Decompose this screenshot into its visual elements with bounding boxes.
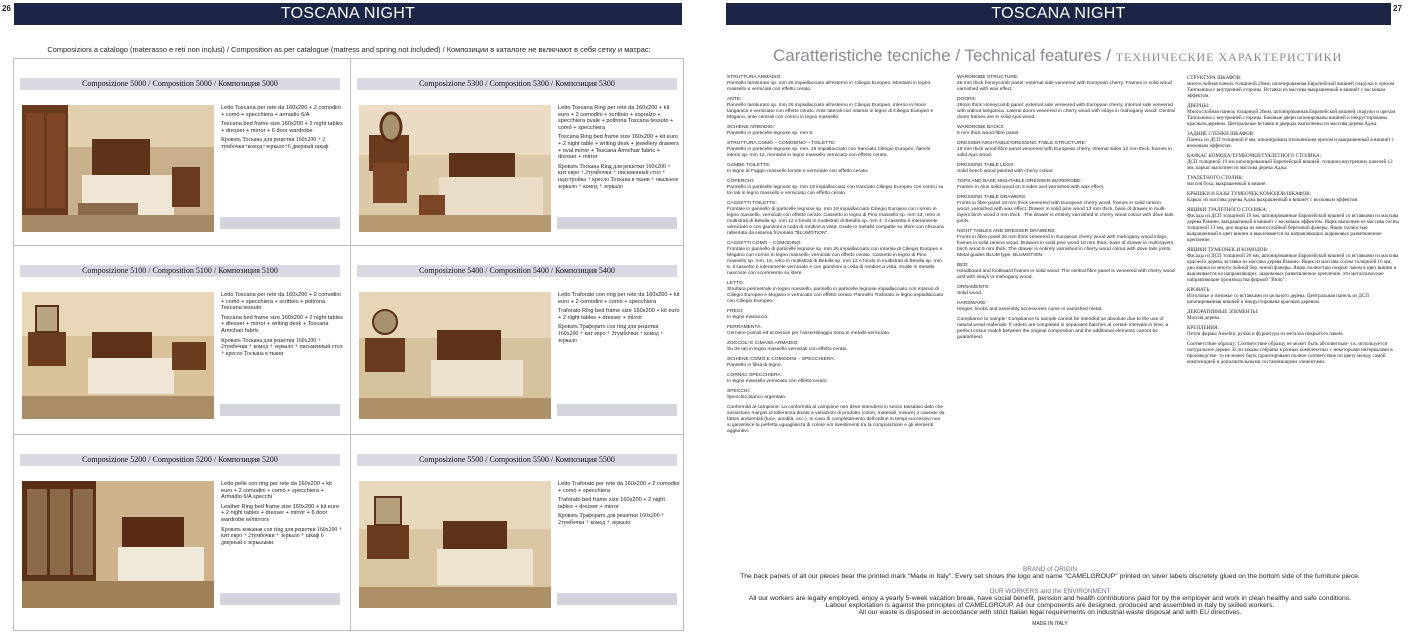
description-en: Toscana bed frame size 160x200 + 2 night tables + dresser + mirror + 6 door wardrobe <box>221 121 343 134</box>
grey-bar <box>557 404 677 416</box>
technical-features-title: Caratteristiche tecniche / Technical features / ТЕХНИЧЕСКИЕ ХАРАКТЕРИСТИКИ <box>773 46 1343 65</box>
feature-heading: ЯЩИКИ ТУМБОЧЕК И КОМОДОВ: <box>1187 247 1269 253</box>
feature-heading: LETTO: <box>727 281 745 286</box>
feature-section <box>727 97 945 121</box>
description-ru: Кровать Тоскана Ring для решетки 160x200 + кит евро + 2тумбочки + письменный стол + надстройка + кресло Тоскана в ткани + овальное зеркало + комод + зеркало <box>558 163 679 190</box>
feature-section <box>727 241 945 277</box>
feature-text: Hinges, knobs and assembly accessories come in varnished metal. <box>957 307 1103 312</box>
feature-text: Solid wood. <box>957 291 983 296</box>
feature-heading: DRESSING TABLE LEGS: <box>957 163 1015 168</box>
composition-card <box>351 59 677 229</box>
feature-section <box>727 201 945 237</box>
feature-heading: SCHIENE COMÒ E COMODINI – SPECCHIERA: <box>727 357 835 362</box>
feature-text: Frontale in pannello di particelle legnose sp. mm 19 impiallacciato Ciliegio Europeo con cornici in legno massello, verniciati con effetto cerato. Cassetto in legno di Pino massello sp. mm 13, retro in multistrati di Betulla sp. mm 12 e fondo in multistrati di Betulla sp. mm 4. Il cassetto è interamente verniciato e con giunzioni a coda di rondine a vista. Guide in metallo compatte su sfere con chiusura rallentata da sistema frizionato "BLUMOTION". <box>727 207 944 236</box>
feature-text: Фасады из ДСП толщиной 26 мм, шпонированные Европейской вишней со вставками из массива красного дерева, вставки из массива дерева Рамино. Ящик из массива сосны толщиной 16 мм, дно ящика из многослойной бер. ниной фанеры. Ящик полностью покрыт лаком в цвет вишни и выклеивается на направляющих. шариковых разветвленное крепление. эти металлические направляющие производства фирмой "Blum". <box>1187 253 1399 283</box>
feature-text: Compliance to sample: Compliance to sample cannot be intended as absolute due to the use of natural wood materials. If orders are completed in separated batches at certain intervals in time, a perfect colour match between the original composition and the additional elements cannot be guaranteed. <box>957 317 1169 340</box>
feature-section <box>727 141 945 159</box>
feature-text: Pannello in particelle legnose sp. mm 19 impiallacciato con tranciato Ciliegio Europeo con cornici su tre lati in legno massello e verniciato con effetto cerato. <box>727 185 944 196</box>
feature-text: Specchio bianco argentato. <box>727 395 787 400</box>
feature-section <box>957 317 1175 341</box>
feature-heading: FREGI: <box>727 309 744 314</box>
feature-text: Pannello in particelle legnose sp. mm. 19 impiallacciato con tranciato Ciliegio Europeo, fianchi interni sp. mm 12, montanti in legno massello verniciato con effetto cerato. <box>727 147 931 158</box>
description-it: Letto Toscana Ring per rete da 160x200 + kit euro + 2 comodini + scrittoio + sopralzo + specchiera ovale + poltrona Toscana tessuto + comò + specchiera <box>558 105 674 131</box>
feature-text: In legno massiccio. <box>727 315 769 320</box>
feature-heading: CASSETTI COMÒ – COMODINO: <box>727 241 802 246</box>
grey-bar <box>557 217 677 229</box>
feature-heading: КРЫШКИ И БАЗЫ ТУМБОЧЕК/КОМОДОВ/ШКАФОВ: <box>1187 191 1312 197</box>
description-ru: Кровать Трафорато con ring для решетки 160x200 + кит евро + 2тумбочки + комод + зеркало <box>558 324 664 344</box>
feature-heading: КРОВАТЬ: <box>1187 287 1211 293</box>
environment-line: Labour exploitation is against the principles of CAMELGROUP. All our components are designed, produced and assembled in Italy by skilled workers. <box>825 602 1275 609</box>
feature-heading: ЯЩИКИ ТУАЛЕТНОГО СТОЛИКА: <box>1187 207 1268 213</box>
composition-card <box>14 59 343 229</box>
description-ru: Кровать Тоскана для решетки 160x200 + 2 тумбочки+комод+зеркало+6 дверный шкаф <box>221 137 329 150</box>
feature-heading: DRESSER-NIGHTABLE-DRESSING TABLE STRUCTURE: <box>957 141 1087 146</box>
feature-section <box>1187 175 1399 187</box>
description-it: Letto pelle con ring per rete da 160x200 + kit euro + 2 comodini + comò + specchiera + Armadio 6/A specchi <box>221 481 332 501</box>
grey-bar <box>557 593 677 605</box>
grey-bar <box>220 593 340 605</box>
feature-heading: ЗАДНИЕ СТЕНКИ ШКАФОВ: <box>1187 131 1255 137</box>
feature-section <box>727 179 945 197</box>
feature-text: 19 mm thick wood-fibre panel veneered with European cherry, internal sides 12 mm thick, frames in solid Ajus wood. <box>957 147 1172 158</box>
feature-text: Cerniere pomoli ed accessori per l'assemblaggio sono in metallo verniciato. <box>727 331 891 336</box>
feature-text: Headboard and footboard frames in solid wood. The central fibre panel is veneered with cherry wood and with inlays in mahogany wood. <box>957 269 1175 280</box>
composition-title: Composizione 5100 / Composition 5100 / Композиция 5100 <box>20 265 340 277</box>
footer <box>700 566 1400 627</box>
feature-text: In legno di Faggio massello tornite e verniciate con effetto cerato. <box>727 169 869 174</box>
composition-title: Composizione 5400 / Composition 5400 / Композиция 5400 <box>357 265 677 277</box>
composition-description <box>558 292 680 347</box>
feature-heading: SCHIENE ARMADIO: <box>727 125 775 130</box>
feature-heading: CORNICI SPECCHIERA: <box>727 373 783 378</box>
feature-section <box>1187 103 1399 127</box>
feature-section <box>1187 341 1399 365</box>
feature-section <box>727 281 945 305</box>
feature-text: Struttura perimetrale in legno massello, pannello in particelle legnose impiallacciato con intarsio di Ciliegio Europeo e Mogano e verniciato con effetto cerato. Pannello Traforato in legno impiallacciato con Ciliegio Europeo. <box>727 287 944 304</box>
feature-text: ДСП толщиной 19 мм шпонированный Европейской вишней, толщина внутренних панелей 12 мм, каркас выполнен из массива дерева Аджа. <box>1187 159 1393 171</box>
feature-heading: CASSETTI TOILETTE: <box>727 201 777 206</box>
feature-text: Каркас из массива дерева Аджа выкрашенный в вишнёт с восковым эффектом. <box>1187 197 1359 203</box>
bedroom-photo <box>359 292 551 419</box>
feature-text: Панель из ДСП толщиной 8 мм, шпонирована итальянским орехом и выкрашенный в вишнёт с восковым эффектом. <box>1187 137 1394 149</box>
feature-heading: DRESSING TABLE DRAWERS: <box>957 195 1027 200</box>
feature-section <box>957 285 1175 297</box>
feature-text: Петли фирмы Anselmi, ручки и фурнитура из металла покрытого лаком. <box>1187 331 1344 337</box>
feature-heading: ДЕКОРАТИВНЫЕ ЭЛЕМЕНТЫ: <box>1187 309 1259 315</box>
feature-text: 26mm thick Honeycomb panel: external side veneered with European cherry, internal side veneered with walnut tanganica. Lateral doors veneered in cherry wood with inlays in mahogany wood. Central doors frames are in solid Ajus wood. <box>957 103 1175 120</box>
feature-heading: TOPS AND BASE NIGHTABLE-DRESSER-WARDROBE: <box>957 179 1082 184</box>
feature-section <box>1187 309 1399 321</box>
feature-section <box>727 357 945 369</box>
features-column-ru <box>1187 75 1399 369</box>
feature-text: Соответствие образцу: Соответствие образцу не может быть абсолютным- т.к. используется натуральное дерево. Если заказы собраны в разных комплектных с некоторыми интервалами в производстве- то не может быть гарантировано полное соответствие по цвету между самой композицией и дополнительными составляющими элементами. <box>1187 341 1393 365</box>
feature-section <box>727 373 945 385</box>
feature-text: Solid beech wood painted with cherry colour. <box>957 169 1054 174</box>
feature-text: Fronts in fibre panel 26 mm thick veneered in European cherry wood with mahogany wood inlays, frames in solid ramino wood. Drawers in solid pine wood 16 mm thick, base of drawer in multi-layers birch wood 5 mm thick. The drawer is entirely varnished in cherry wood colour with dove tails joints. Metal guides BLUM type, BLUMOTION. <box>957 235 1174 258</box>
description-en: Toscana Ring bed frame size 160x200 + kit euro + 2 night table + writing desk + jewellery drawers + oval mirror + Toscana Armchair fabric + dresser + mirror <box>558 134 679 161</box>
page-number-right: 27 <box>1393 4 1402 13</box>
environment-heading: OUR WORKERS and the ENVIRONMENT <box>989 588 1111 595</box>
feature-heading: СТРУКТУРА ШКАФОВ: <box>1187 75 1242 81</box>
features-column-it <box>727 75 945 439</box>
description-en: Leather Ring bed frame size 160x200 + kit euro + 2 night tables + dresser + mirror + 6 door wardrobe w/mirrors <box>221 503 340 523</box>
title-en: Technical features <box>964 46 1102 65</box>
feature-text: Frontale in pannello di particelle legnose sp. mm 26 impiallacciato con intarsio di Ciliegio Europeo e Mogano con cornici in legno massello, verniciati con effetto cerato. Cassetto in legno di Pino massello sp. mm. 16, retro in multistrati di Betulla sp. mm 12 e fondo in multistrati di Betulla sp. mm. 5. Il cassetto è interamente verniciato e con giunzioni a coda di rondine a vista. Guide in metallo nascoste con scorrimento su sfere. <box>727 247 944 276</box>
made-in-italy: MADE IN ITALY <box>1032 621 1068 627</box>
environment-line: All our workers are legally employed, enjoy a yearly 5-week vacation break, have social benefit, pension and health contributions paid for by the employer and work in clean healthy and safe conditions. <box>748 595 1352 602</box>
description-it: Letto Traforato per rete da 160x200 + 2 comodini + comò + specchiera <box>558 481 680 494</box>
feature-heading: FERRAMENTA: <box>727 325 762 330</box>
feature-text: 6 mm thick wood-fibre panel. <box>957 131 1020 136</box>
feature-section <box>1187 75 1399 99</box>
feature-heading: КАРКАС КОМОДА/ТУМБОЧКИ/ТУАЛЕТНОГО СТОЛИКА: <box>1187 153 1322 159</box>
composition-card <box>351 435 680 605</box>
feature-section <box>727 125 945 137</box>
feature-section <box>1187 287 1399 305</box>
feature-heading: NIGHT TABLES AND DRESSER DRAWERS: <box>957 229 1056 234</box>
feature-text: In legno massello verniciato con effetto cerato. <box>727 379 828 384</box>
feature-heading: КРЕПЛЕНИЯ: <box>1187 325 1219 331</box>
description-ru: Кровать кожаная con ring для решетки 160x200 + кит евро + 2тумбочки + зеркало + шкаф 6 дверный с зеркалами <box>221 526 342 546</box>
feature-section <box>727 163 945 175</box>
feature-heading: DOORS: <box>957 97 977 102</box>
composition-grid <box>13 58 684 631</box>
description-en: Traforato bed frame size 160x200 + 2 night tables + dresser + mirror <box>558 497 665 510</box>
feature-text: Su tre lati in legno massello verniciati con effetto cerato. <box>727 347 848 352</box>
feature-text: Фасады из ДСП толщиной 19 мм, шпонированные Европейской вишней со вставками из массива дерева Рамино, выкрашенный в вишнёт с восковым эффектом. Ящик выполнен из массива сосны толщиной 13 мм, дно ящика из многослойной берёзовой фанеры. Ящик полностью выкрашенный в цвет вишни и выклеивается на направляющих шариковых разветвленное крепление. <box>1187 213 1399 243</box>
feature-heading: HARDWARE: <box>957 301 987 306</box>
feature-heading: ANTE: <box>727 97 742 102</box>
feature-section <box>1187 191 1399 203</box>
page-number-left: 26 <box>2 4 11 13</box>
bedroom-photo <box>22 105 214 232</box>
feature-heading: SPECCHI: <box>727 389 751 394</box>
composition-description <box>221 105 343 154</box>
feature-section <box>957 229 1175 259</box>
feature-section <box>957 141 1175 159</box>
feature-heading: ZOCCOLI E CIMASE ARMADIO: <box>727 341 799 346</box>
feature-section <box>727 341 945 353</box>
feature-section <box>957 195 1175 225</box>
feature-text: Pannello in fibra di legno. <box>727 363 782 368</box>
feature-section <box>957 125 1175 137</box>
feature-section <box>957 75 1175 93</box>
feature-section <box>957 301 1175 313</box>
feature-heading: COPERCHI: <box>727 179 755 184</box>
feature-heading: BED: <box>957 263 969 268</box>
bedroom-photo <box>22 481 214 608</box>
description-ru: Кровать Трафорато для решетки 160x200 + 2тумбочки + комод + зеркало <box>558 513 665 526</box>
composition-title: Composizione 5000 / Composition 5000 / Композиция 5000 <box>20 78 340 90</box>
feature-heading: WARDROBE STRUCTURE: <box>957 75 1019 80</box>
feature-section <box>1187 153 1399 171</box>
bedroom-photo <box>22 292 214 419</box>
composition-title: Composizione 5500 / Composition 5500 / Композиция 5500 <box>357 454 677 466</box>
composition-card <box>351 246 680 416</box>
feature-section <box>1187 131 1399 149</box>
feature-text: Frames in Aius solid wood on 3 sides and varnished with wax effect. <box>957 185 1105 190</box>
feature-heading: WARDROBE BACKS: <box>957 125 1005 130</box>
feature-text: Многослойная панель толщиной 26мм. шпонированная Европейской вишней снаружи и орехом Тангаьника с внутренней стороны. Боковые двери шпонированы вишней и инкрустированы красным деревом. Центральные вставки в дверцах выполнены из массива дерева Аджа. <box>1187 109 1396 127</box>
feature-heading: ORNAMENTS: <box>957 285 990 290</box>
description-ru: Кровать Тоскана для решетки 160x200 + 2тумбочки + комод + зеркало + письменный стол + кресло Тоскана в ткани <box>221 337 343 357</box>
feature-section <box>727 309 945 321</box>
feature-section <box>957 179 1175 191</box>
feature-text: Pannello tamburato sp. mm 26 impiallacciato all'esterno in Ciliegio Europeo, interno in Noce tanganica e verniciato con effetto cerato. Ante laterali con intarsio in legno di Ciliegio Europeo e Mogano, ante centrali con cornici in legno massello. <box>727 103 934 120</box>
feature-text: Pannello tamburato sp. mm 26 impiallacciato all'esterno in Ciliegio Europeo. Montanti in legno massello e verniciati con effetto cerato. <box>727 81 931 92</box>
bedroom-photo <box>359 481 551 608</box>
feature-section <box>1187 325 1399 337</box>
environment-line: All our waste is disposed in accordance with strict Italian legal requirements on industrial waste disposal and with EU directives. <box>858 609 1242 616</box>
composition-card <box>14 435 340 605</box>
title-it: Caratteristiche tecniche <box>773 46 951 65</box>
feature-text: Fronts in fibre panel 19 mm thick veneered with European cherry wood, frames in solid ramino wood, varnished with wax effect. Drawer in solid pine wood 13 mm thick, base of drawer in multi-layers birch wood 4 mm thick . The drawer is entirely varnished in cherry wood colour with dove tails joints. <box>957 201 1174 224</box>
origin-heading: BRAND of ORIGIN <box>1023 566 1077 573</box>
composition-description <box>221 481 343 549</box>
feature-text: многослойная панель толщиной 26мм, шпонированная Европейской вишней снаружи и орехом Тангаьника с внутренней стороны. Вставки из массива выкрашенный в вишнёт с восковым эффектом. <box>1187 81 1395 99</box>
feature-section <box>727 389 945 401</box>
description-it: Letto Toscana per rete da 160x200 + 2 comodini + comò + specchiera + scrittoio + poltrona Toscana tessuto <box>221 292 341 312</box>
banner-right: TOSCANA NIGHT <box>726 3 1391 25</box>
feature-text: Массив дерева. <box>1187 315 1221 321</box>
description-it: Letto Toscana per rete da 160x200 + 2 comodini + comò + specchiera + armadio 6/A <box>221 105 341 118</box>
feature-text: Conformità al campione: La conformità al campione non deve intendersi in senso tassativo dato che sussistono margini di tolleranza dovuti a variazioni di prodotto (colori, materiali, misure) o causate da fattori ambientali (luce, umidità, ecc.). In caso di completamento dell'ordine in tempi successivi non si garantisce la perfetta uguaglianza di colore e/o rivestimenti tra la composizione e gli elementi aggiuntivi. <box>727 405 945 434</box>
feature-section <box>957 263 1175 281</box>
feature-section <box>727 405 945 435</box>
title-ru: ТЕХНИЧЕСКИЕ ХАРАКТЕРИСТИКИ <box>1115 50 1343 64</box>
features-column-en <box>957 75 1175 345</box>
description-it: Letto Traforato con ring per rete da 160x200 + kit euro + 2 comodini + comò + specchiera <box>558 292 680 305</box>
composition-card <box>14 246 343 416</box>
composition-description <box>558 481 680 530</box>
grey-bar <box>220 217 340 229</box>
description-en: Toscana bed frame size 160x200 + 2 night tables + dresser + mirror + writing desk + Toscana Armchair fabric <box>221 314 343 334</box>
bedroom-photo <box>359 105 551 232</box>
banner-left: TOSCANA NIGHT <box>14 3 682 25</box>
feature-section <box>1187 207 1399 243</box>
feature-text: массив бука, выкрашенный в вишнё. <box>1187 181 1267 187</box>
composition-title: Composizione 5300 / Composition 5300 / Композиция 5300 <box>357 78 677 90</box>
feature-text: Pannello in particelle legnose sp. mm 6. <box>727 131 814 136</box>
feature-section <box>727 325 945 337</box>
feature-heading: ДВЕРЦЫ: <box>1187 103 1210 109</box>
feature-heading: STRUTTURA COMÒ – COMODINO – TOILETTE: <box>727 141 836 146</box>
feature-heading: ТУАЛЕТНОГО СТОЛИК: <box>1187 175 1244 181</box>
origin-text: The back panels of all our pieces bear the printed mark "Made in Italy". Every set shows the logo and name "CAMELGROUP" printed on silver labels discretely glued on the bottom side of the furniture piece. <box>740 573 1360 580</box>
feature-text: Изголовье и изножье со вставками из цельного дерева. Центральная панель из ДСП шпонированная вишней и инкрустирована красным деревом. <box>1187 293 1369 305</box>
feature-text: 26 mm thick honeycomb panel: external side veneered with European cherry. Frames in solid wood varnished with wax effect. <box>957 81 1172 92</box>
feature-section <box>957 163 1175 175</box>
description-en: Traforato Ring bed frame size 160x200 + kit euro + 2 night tables + dresser + mirror <box>558 308 680 321</box>
grey-bar <box>220 404 340 416</box>
composition-title: Composizione 5200 / Composition 5200 / Композиция 5200 <box>20 454 340 466</box>
feature-section <box>1187 247 1399 283</box>
composition-description <box>558 105 680 193</box>
feature-section <box>727 75 945 93</box>
feature-section <box>957 97 1175 121</box>
composition-description <box>221 292 343 360</box>
catalogue-caption: Composizioni a catalogo (materasso e reti non inclusi) / Composition as per catalogue (matress and spring not included) / Композиции в каталоге не включают в себя сетку и матрас: <box>47 45 651 54</box>
feature-heading: STRUTTURA ARMADIO: <box>727 75 782 80</box>
feature-heading: GAMBE TOILETTE: <box>727 163 771 168</box>
